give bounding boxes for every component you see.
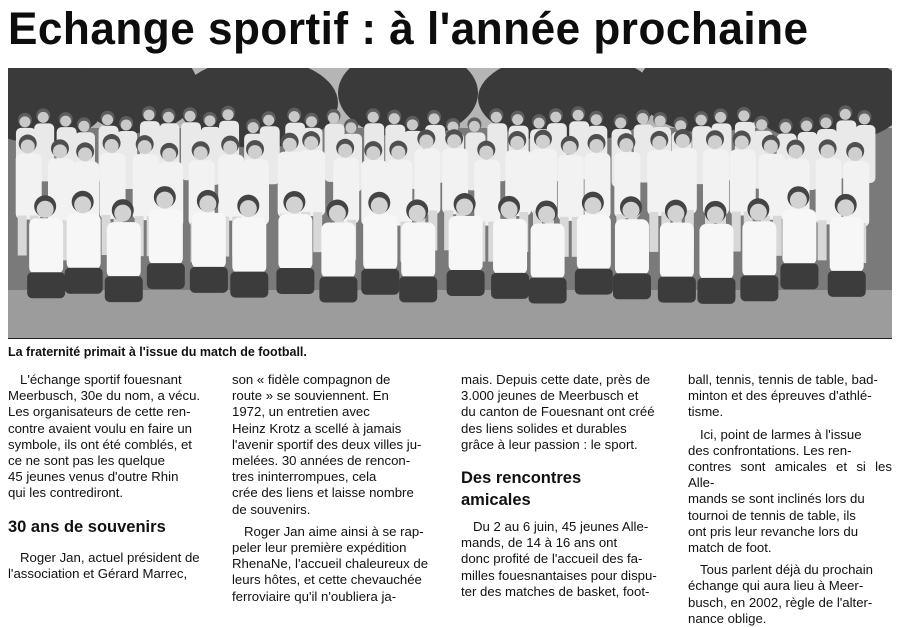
paragraph: Roger Jan, actuel président de l'association et Gérard Marrec,	[8, 549, 200, 581]
article-column-1	[8, 372, 212, 582]
paragraph: Du 2 au 6 juin, 45 jeunes Alle- mands, de 14 à 16 ans ont donc profité de l'accueil des fa- milles fouesnantaises pour dispu- ter des matches de basket, foot-	[461, 519, 657, 599]
group-photo-illustration	[8, 68, 892, 338]
subheading-rencontres: Des rencontres amicales	[461, 469, 582, 510]
article-column-3	[461, 372, 665, 600]
group-photo	[8, 68, 892, 339]
paragraph: Roger Jan aime ainsi à se rap- peler leur première expédition RhenaNe, l'accueil chaleureux de leurs hôtes, et cette chevauchée ferroviaire qu'il n'oubliera ja-	[232, 523, 429, 604]
headline: Echange sportif : à l'année prochaine	[8, 3, 809, 54]
photo-caption: La fraternité primait à l'issue du match de football.	[8, 345, 307, 359]
paragraph: son « fidèle compagnon de route » se souviennent. En 1972, un entretien avec Heinz Krotz a scellé à jamais l'avenir sportif des deux villes ju- melées. 30 années de rencon- tres ininterrompues, cela crée des liens et laisse nombre de souvenirs.	[232, 372, 422, 517]
paragraph: Ici, point de larmes à l'issue des confrontations. Les ren- contres sont amicales et si les Alle- mands se sont inclinés lors du tournoi de tennis de table, ils ont pris leur revanche lors du match de foot.	[688, 426, 892, 556]
article-column-2	[232, 372, 438, 605]
paragraph: L'échange sportif fouesnant Meerbusch, 30e du nom, a vécu. Les organisateurs de cette ren- contre avaient voulu en faire un symbole, ils ont été comblés, et ce ne sont pas les quelque 45 jeunes venus d'outre Rhin qui les contrediront.	[8, 372, 201, 501]
subheading-souvenirs: 30 ans de souvenirs	[8, 517, 166, 536]
paragraph: mais. Depuis cette date, près de 3.000 jeunes de Meerbusch et du canton de Fouesnant ont créé des liens solides et durables grâce à leur passion : le sport.	[461, 372, 655, 452]
paragraph: ball, tennis, tennis de table, bad- minton et des épreuves d'athlé- tisme.	[688, 372, 878, 420]
article-column-4	[688, 372, 892, 627]
paragraph: Tous parlent déjà du prochain échange qui aura lieu à Meer- busch, en 2002, règle de l'alter- nance oblige.	[688, 562, 874, 626]
